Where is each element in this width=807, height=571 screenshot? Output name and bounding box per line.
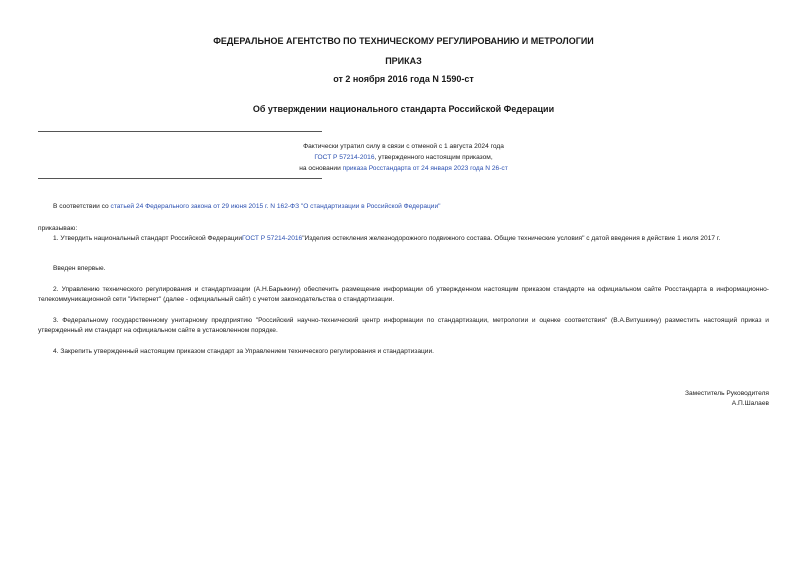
- paragraph-1: [38, 234, 769, 244]
- doc-type-heading: ПРИКАЗ: [385, 56, 422, 66]
- order-word: приказываю:: [38, 225, 78, 232]
- p1-text: 1. Утвердить национальный стандарт Российской Федерации: [53, 235, 243, 242]
- p1-rest: "Изделия остекления железнодорожного подвижного состава. Общие технические условия" с датой введения в действие 1 июля 2017 г.: [302, 235, 721, 242]
- note-line-1: Фактически утратил силу в связи с отменой с 1 августа 2024 года: [303, 143, 504, 150]
- paragraph-3: 3. Федеральному государственному унитарному предприятию "Российский научно-технический центр информации по стандартизации, метрологии и оценке соответствия" (В.А.Витушкину) разместить настоящий приказ и утвержденный им стандарт на официальном сайте в установленном порядке.: [38, 317, 769, 334]
- note-line-3: [0, 165, 807, 173]
- note-line-2-text: , утвержденного настоящим приказом,: [374, 154, 493, 161]
- paragraph-2: 2. Управлению технического регулирования и стандартизации (А.Н.Барыкину) обеспечить размещение информации об утвержденном настоящим приказом стандарте на официальном сайте Росстандарта в информационно-телекоммуникационной сети "Интернет" (далее - официальный сайт) с учетом законодательства о стандартизации.: [38, 286, 769, 303]
- note-line-3-text: на основании: [299, 165, 343, 172]
- signature-name: А.П.Шалаев: [731, 400, 769, 407]
- federal-law-link[interactable]: статьей 24 Федерального закона от 29 июня 2015 г. N 162-ФЗ "О стандартизации в Российской Федерации": [110, 203, 441, 210]
- intro-paragraph: [38, 202, 769, 212]
- gost-link-body[interactable]: ГОСТ Р 57214-2016: [242, 235, 303, 242]
- note-line-2: [0, 154, 807, 162]
- paragraph-4: 4. Закрепить утвержденный настоящим приказом стандарт за Управлением технического регулирования и стандартизации.: [53, 348, 434, 355]
- document-title: Об утверждении национального стандарта Российской Федерации: [252, 104, 555, 114]
- intro-text: В соответствии со: [53, 203, 111, 210]
- order-link-note[interactable]: приказа Росстандарта от 24 января 2023 года N 26-ст: [342, 165, 508, 172]
- signature-position: Заместитель Руководителя: [685, 390, 769, 397]
- first-introduced-note: Введен впервые.: [53, 265, 106, 272]
- gost-link-note[interactable]: ГОСТ Р 57214-2016: [314, 154, 375, 161]
- date-number-heading: от 2 ноября 2016 года N 1590-ст: [333, 74, 474, 84]
- separator-bottom: [38, 178, 322, 179]
- agency-heading: ФЕДЕРАЛЬНОЕ АГЕНТСТВО ПО ТЕХНИЧЕСКОМУ РЕГУЛИРОВАНИЮ И МЕТРОЛОГИИ: [213, 36, 594, 46]
- separator-top: [38, 131, 322, 132]
